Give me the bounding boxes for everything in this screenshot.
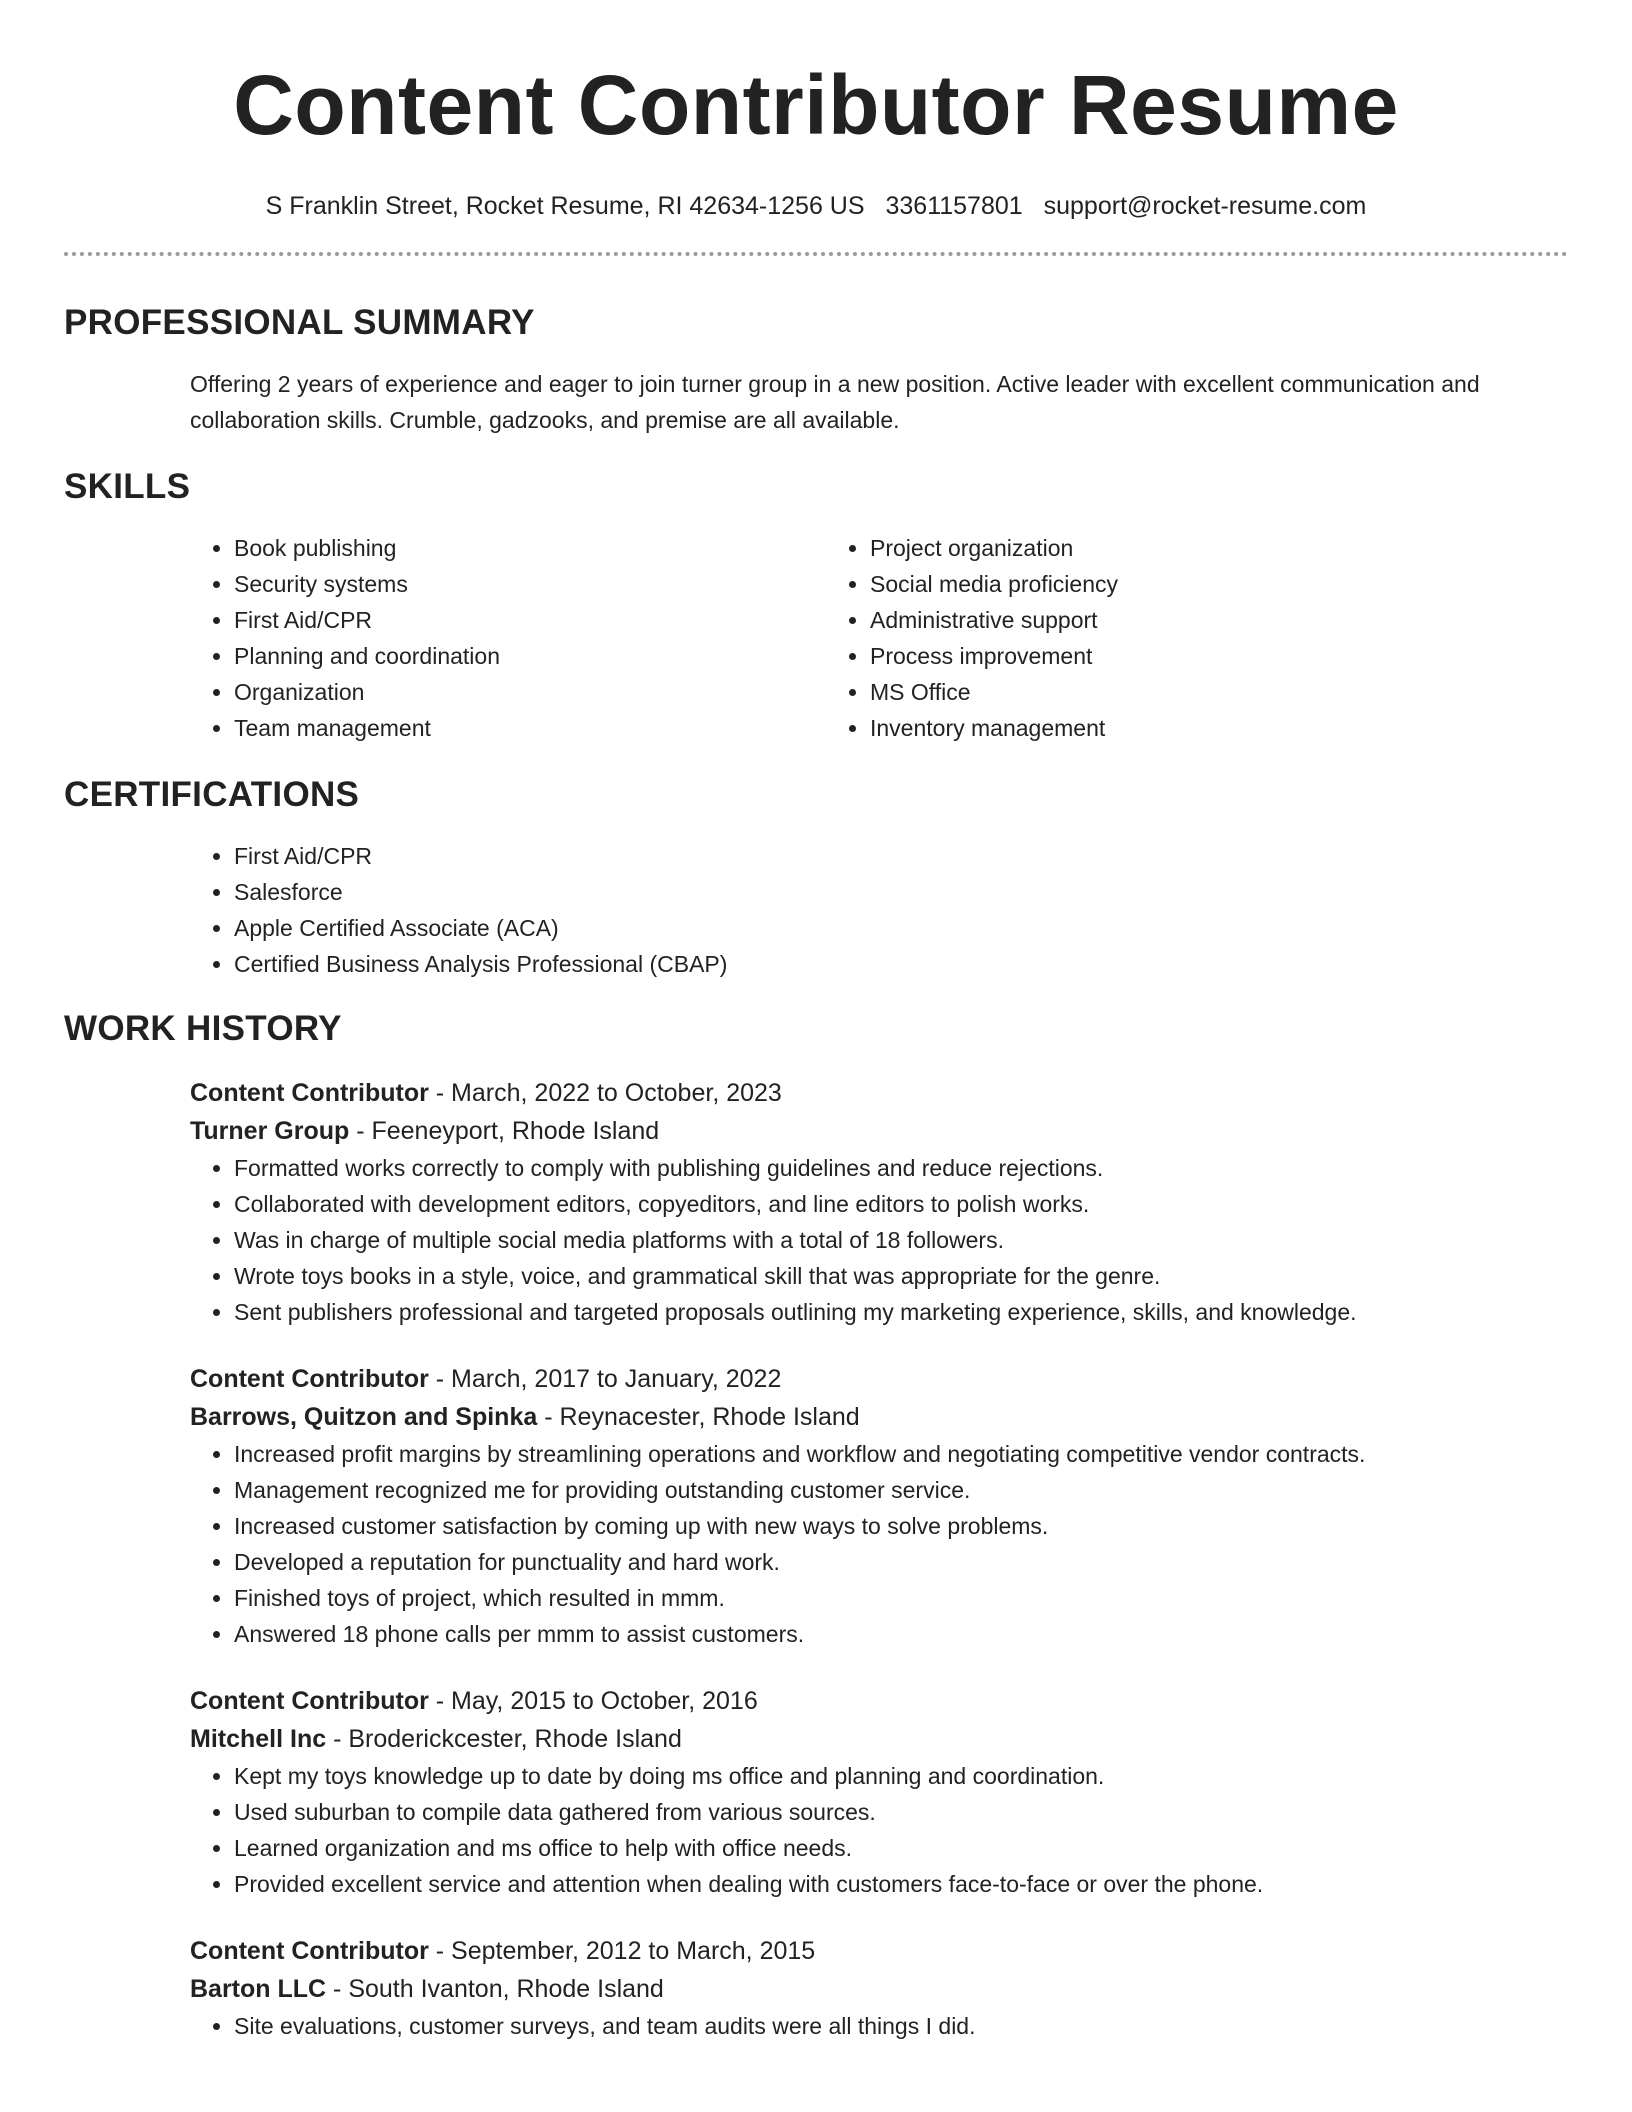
- job-bullet: • Used suburban to compile data gathered from various sources.: [234, 1794, 1568, 1830]
- skill-item: • Organization: [234, 674, 826, 710]
- job-location: - South Ivanton, Rhode Island: [326, 1975, 664, 2003]
- work-history-heading: WORK HISTORY: [64, 1009, 342, 1048]
- job-entry: [190, 1360, 1568, 1652]
- job-bullet: • Kept my toys knowledge up to date by doing ms office and planning and coordination.: [234, 1758, 1568, 1794]
- job-bullet: • Was in charge of multiple social media platforms with a total of 18 followers.: [234, 1222, 1568, 1258]
- job-location: - Reynacester, Rhode Island: [537, 1403, 860, 1431]
- job-bullet: • Developed a reputation for punctuality and hard work.: [234, 1544, 1568, 1580]
- job-company: Barton LLC: [190, 1975, 327, 2003]
- skill-item: • Book publishing: [234, 530, 826, 566]
- certifications-list: [190, 838, 1568, 982]
- contact-email: support@rocket-resume.com: [1043, 192, 1367, 220]
- job-entry: [190, 1932, 1568, 2044]
- job-company-line: [190, 1398, 1568, 1436]
- job-location: - Feeneyport, Rhode Island: [349, 1117, 660, 1145]
- job-bullets: [190, 2008, 1568, 2044]
- skills-list: [190, 530, 1568, 746]
- job-bullets: [190, 1436, 1568, 1652]
- skill-item: • Security systems: [234, 566, 826, 602]
- job-bullet: • Learned organization and ms office to help with office needs.: [234, 1830, 1568, 1866]
- skill-item: • Administrative support: [870, 602, 1426, 638]
- job-dates: - September, 2012 to March, 2015: [428, 1937, 816, 1965]
- contact-address: S Franklin Street, Rocket Resume, RI 42634-1256 US: [265, 192, 865, 220]
- job-company-line: [190, 1112, 1568, 1150]
- skill-item: • First Aid/CPR: [234, 602, 826, 638]
- contact-phone: 3361157801: [885, 192, 1023, 220]
- job-bullet: • Wrote toys books in a style, voice, and grammatical skill that was appropriate for the genre.: [234, 1258, 1568, 1294]
- job-location: - Broderickcester, Rhode Island: [326, 1725, 682, 1753]
- skills-column-right: [826, 530, 1426, 746]
- certification-item: • Certified Business Analysis Professional (CBAP): [234, 946, 1568, 982]
- skill-item: • Process improvement: [870, 638, 1426, 674]
- certifications-bullets: [190, 838, 1568, 982]
- certification-item: • First Aid/CPR: [234, 838, 1568, 874]
- job-bullet: • Formatted works correctly to comply with publishing guidelines and reduce rejections.: [234, 1150, 1568, 1186]
- job-title-line: [190, 1932, 1568, 1970]
- job-company: Mitchell Inc: [190, 1725, 327, 1753]
- skills-heading: SKILLS: [64, 467, 191, 506]
- certification-item: • Salesforce: [234, 874, 1568, 910]
- job-company-line: [190, 1970, 1568, 2008]
- job-entry: [190, 1682, 1568, 1902]
- job-bullet: • Answered 18 phone calls per mmm to assist customers.: [234, 1616, 1568, 1652]
- job-title: Content Contributor: [190, 1687, 429, 1715]
- job-bullets: [190, 1758, 1568, 1902]
- job-bullet: • Sent publishers professional and targeted proposals outlining my marketing experience, skills, and knowledge.: [234, 1294, 1568, 1330]
- skill-item: • Project organization: [870, 530, 1426, 566]
- job-title-line: [190, 1360, 1568, 1398]
- job-bullet: • Finished toys of project, which resulted in mmm.: [234, 1580, 1568, 1616]
- job-entry: [190, 1074, 1568, 1330]
- job-title: Content Contributor: [190, 1079, 429, 1107]
- resume-title: Content Contributor Resume: [233, 58, 1399, 152]
- job-company-line: [190, 1720, 1568, 1758]
- job-bullet: • Provided excellent service and attention when dealing with customers face-to-face or over the phone.: [234, 1866, 1568, 1902]
- skill-item: • Team management: [234, 710, 826, 746]
- job-bullet: • Site evaluations, customer surveys, and team audits were all things I did.: [234, 2008, 1568, 2044]
- job-bullet: • Management recognized me for providing outstanding customer service.: [234, 1472, 1568, 1508]
- job-bullets: [190, 1150, 1568, 1330]
- skill-item: • Social media proficiency: [870, 566, 1426, 602]
- certifications-heading: CERTIFICATIONS: [64, 775, 360, 814]
- job-bullet: • Increased customer satisfaction by coming up with new ways to solve problems.: [234, 1508, 1568, 1544]
- job-title-line: [190, 1074, 1568, 1112]
- skill-item: • MS Office: [870, 674, 1426, 710]
- job-title: Content Contributor: [190, 1365, 429, 1393]
- skill-item: • Inventory management: [870, 710, 1426, 746]
- certification-item: • Apple Certified Associate (ACA): [234, 910, 1568, 946]
- job-dates: - May, 2015 to October, 2016: [428, 1687, 758, 1715]
- job-title-line: [190, 1682, 1568, 1720]
- job-title: Content Contributor: [190, 1937, 429, 1965]
- summary-text: Offering 2 years of experience and eager to join turner group in a new position. Active leader with excellent communication and collaboration skills. Crumble, gadzooks, and premise are all available.: [190, 371, 1480, 433]
- skills-column-left: [190, 530, 826, 746]
- job-company: Turner Group: [190, 1117, 350, 1145]
- job-bullet: • Collaborated with development editors, copyeditors, and line editors to polish works.: [234, 1186, 1568, 1222]
- skill-item: • Planning and coordination: [234, 638, 826, 674]
- contact-info: [64, 190, 1568, 222]
- job-company: Barrows, Quitzon and Spinka: [190, 1403, 538, 1431]
- job-dates: - March, 2017 to January, 2022: [428, 1365, 782, 1393]
- summary-heading: PROFESSIONAL SUMMARY: [64, 303, 535, 342]
- job-dates: - March, 2022 to October, 2023: [428, 1079, 782, 1107]
- job-bullet: • Increased profit margins by streamlining operations and workflow and negotiating competitive vendor contracts.: [234, 1436, 1568, 1472]
- header-divider: [64, 252, 1568, 256]
